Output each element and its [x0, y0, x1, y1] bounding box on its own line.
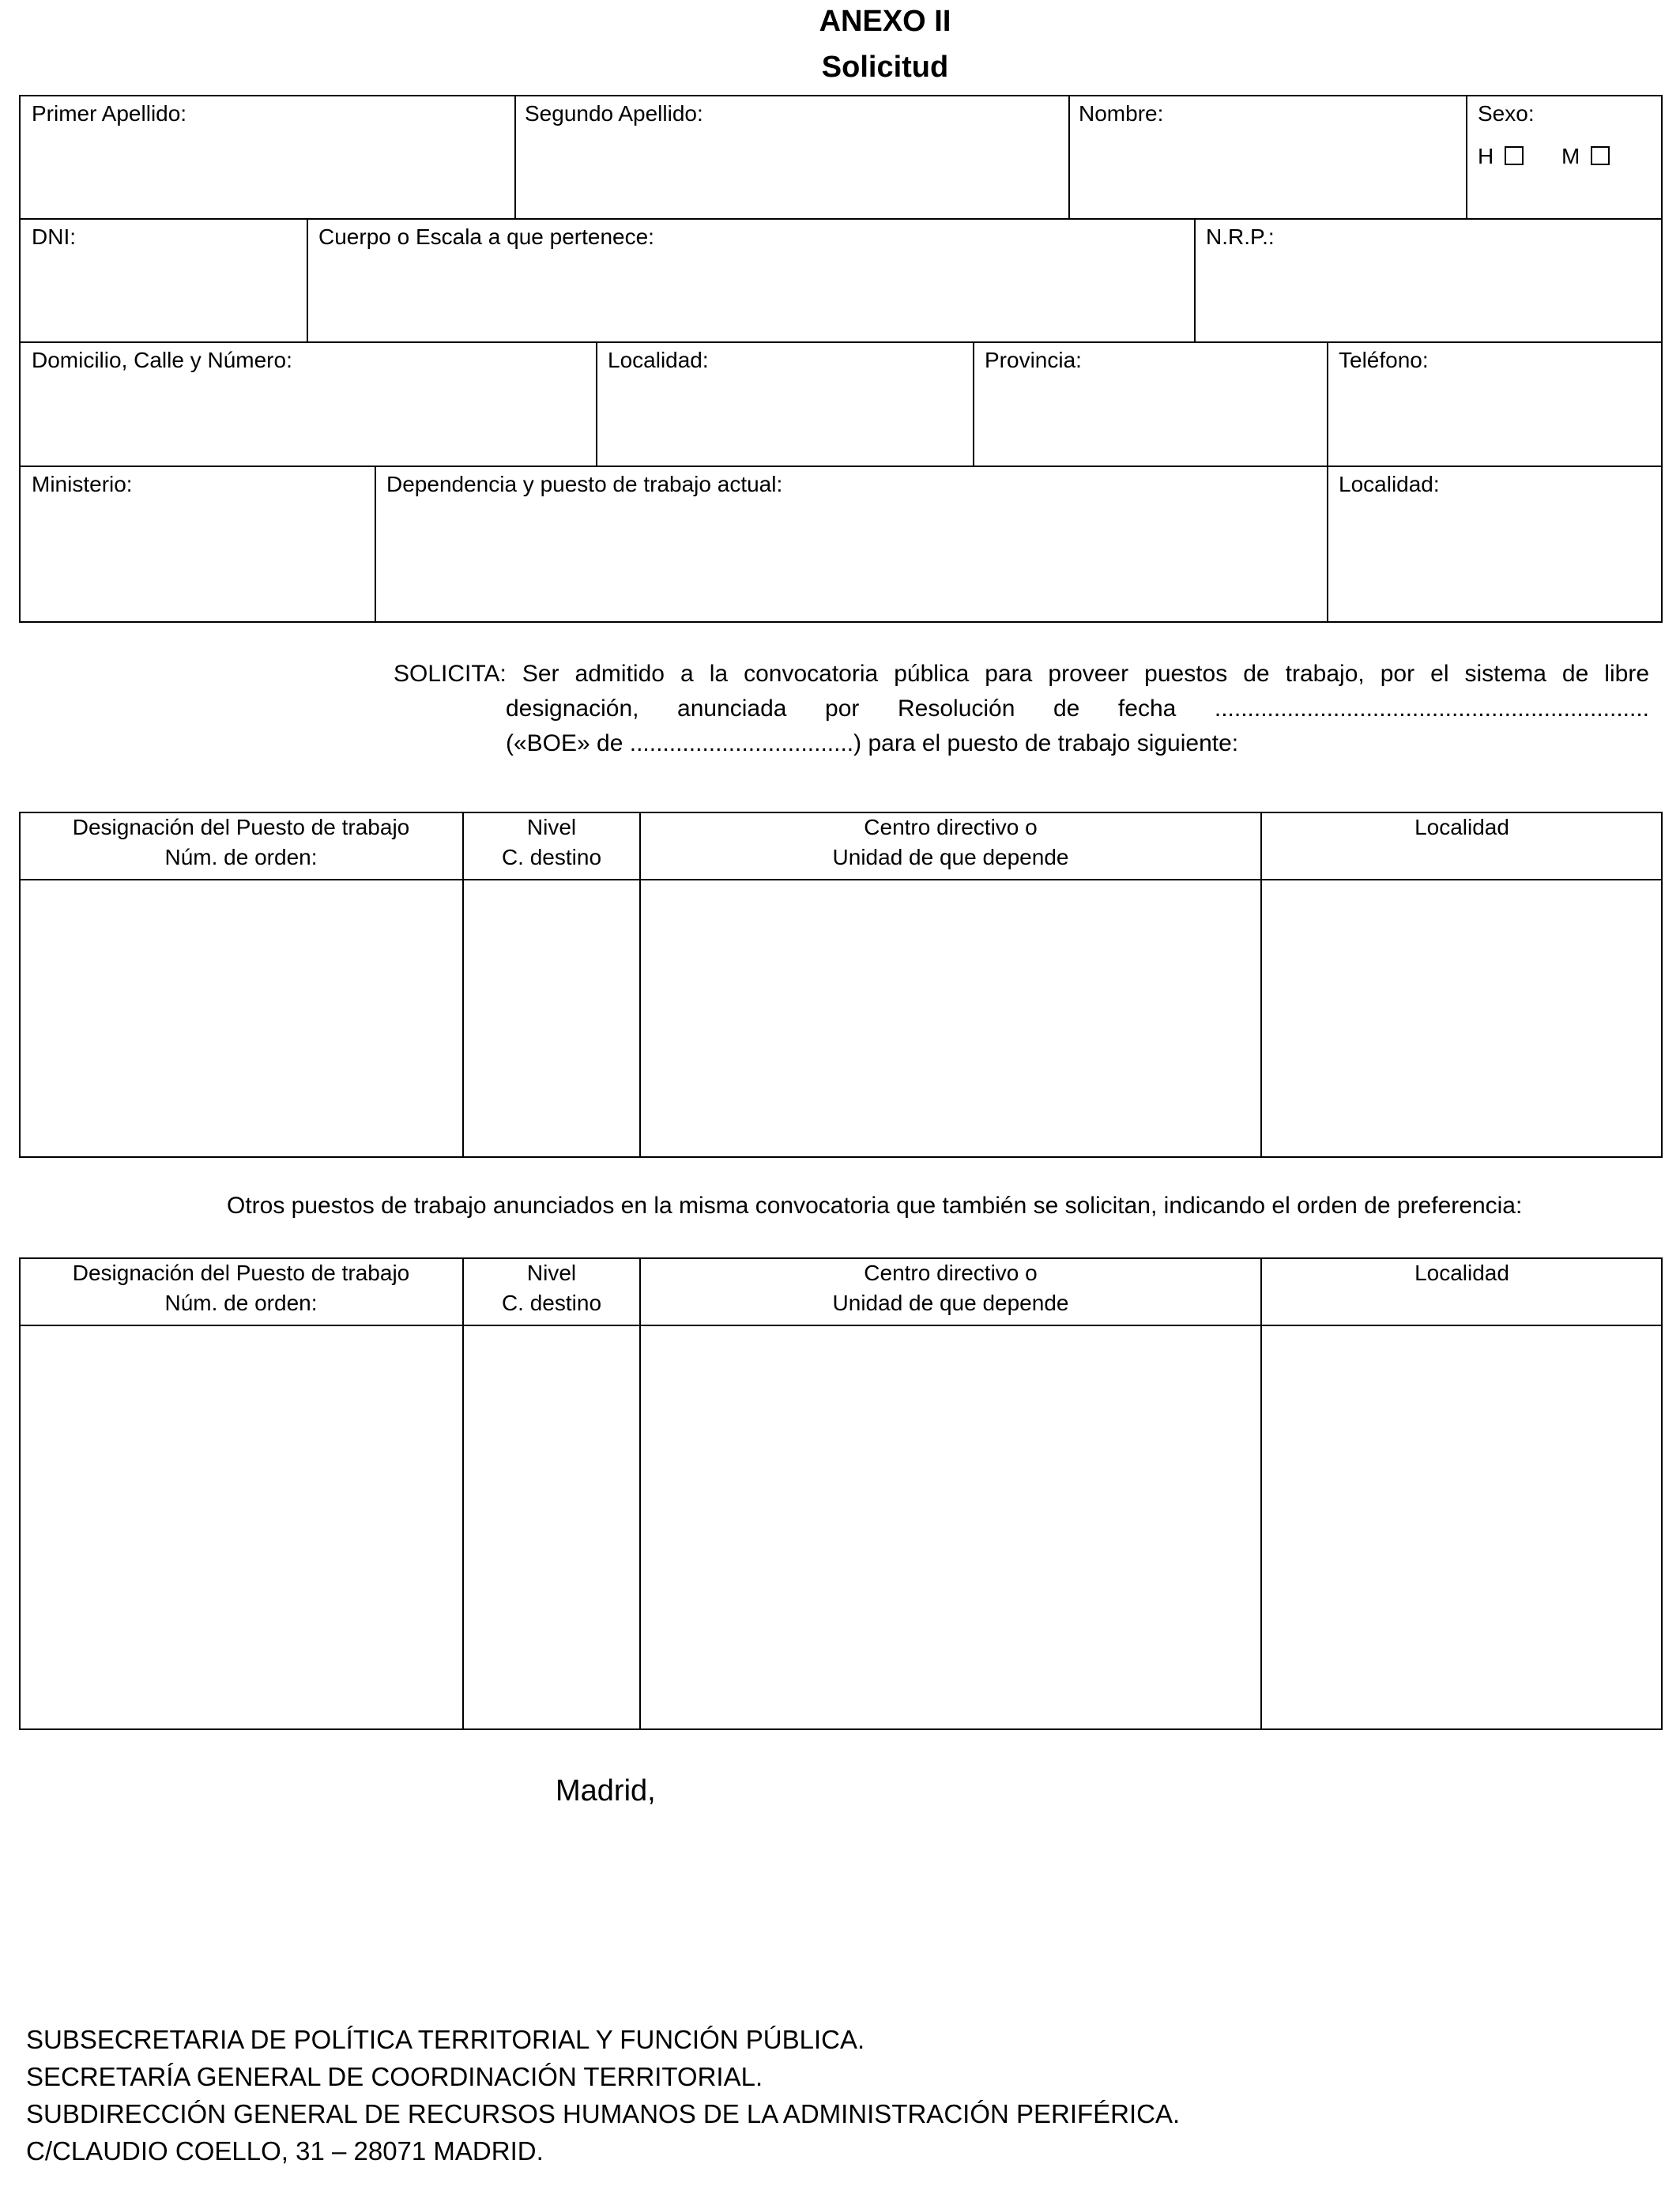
th-designacion-line1: Designación del Puesto de trabajo [72, 815, 410, 839]
primer-apellido-field[interactable]: Primer Apellido: [32, 101, 187, 126]
th-centro-line2: Unidad de que depende [832, 1291, 1069, 1315]
th-designacion [19, 1258, 463, 1318]
sexo-options [1478, 144, 1610, 169]
grid-divider [19, 218, 1663, 220]
document-subtitle: Solicitud [821, 51, 949, 84]
cell-centro-entry[interactable] [642, 880, 1260, 1157]
cell-designacion-entry[interactable] [21, 880, 461, 1157]
grid-divider [375, 466, 376, 623]
th-nivel-line1: Nivel [526, 1261, 577, 1285]
cell-designacion-entry[interactable] [21, 1326, 461, 1729]
footer-line-1: SUBSECRETARIA DE POLÍTICA TERRITORIAL Y FUNCIÓN PÚBLICA. [26, 2025, 865, 2054]
th-localidad [1261, 812, 1663, 843]
th-centro-line2: Unidad de que depende [832, 845, 1069, 869]
solicita-line-1: SOLICITA: Ser admitido a la convocatoria pública para proveer puestos de trabajo, por el sistema de libre [394, 661, 1649, 687]
grid-divider [19, 466, 1663, 467]
footer-line-3: SUBDIRECCIÓN GENERAL DE RECURSOS HUMANOS DE LA ADMINISTRACIÓN PERIFÉRICA. [26, 2099, 1181, 2128]
th-designacion-line2: Núm. de orden: [164, 1291, 318, 1315]
grid-divider [1068, 95, 1070, 219]
sexo-h-label: H [1478, 144, 1494, 168]
solicita-line-3: («BOE» de ..................................) para el puesto de trabajo siguiente: [506, 730, 1239, 756]
cell-nivel-entry[interactable] [465, 1326, 638, 1729]
sexo-label: Sexo: [1478, 101, 1535, 126]
grid-divider [1194, 218, 1196, 342]
footer-line-2: SECRETARÍA GENERAL DE COORDINACIÓN TERRITORIAL. [26, 2062, 763, 2091]
dependencia-field[interactable]: Dependencia y puesto de trabajo actual: [386, 472, 783, 496]
sexo-h-checkbox[interactable] [1505, 146, 1524, 165]
table-col-divider [639, 1257, 641, 1730]
cuerpo-escala-field[interactable]: Cuerpo o Escala a que pertenece: [318, 224, 654, 249]
th-nivel [463, 812, 640, 873]
sexo-m-checkbox[interactable] [1591, 146, 1610, 165]
grid-divider [596, 341, 597, 466]
cell-localidad-entry[interactable] [1263, 1326, 1661, 1729]
th-nivel-line1: Nivel [526, 815, 577, 839]
localidad-actual-field[interactable]: Localidad: [1339, 472, 1440, 496]
grid-divider [1327, 341, 1328, 623]
localidad-field[interactable]: Localidad: [608, 348, 709, 372]
ministerio-field[interactable]: Ministerio: [32, 472, 133, 496]
th-centro [640, 812, 1261, 873]
dni-field[interactable]: DNI: [32, 224, 76, 249]
domicilio-field[interactable]: Domicilio, Calle y Número: [32, 348, 292, 372]
grid-divider [1466, 95, 1467, 219]
cell-nivel-entry[interactable] [465, 880, 638, 1157]
th-designacion [19, 812, 463, 873]
nombre-field[interactable]: Nombre: [1079, 101, 1164, 126]
grid-divider [19, 341, 1663, 343]
nrp-field[interactable]: N.R.P.: [1206, 224, 1275, 249]
telefono-field[interactable]: Teléfono: [1339, 348, 1429, 372]
table-col-divider [462, 1257, 464, 1730]
table-col-divider [1260, 1257, 1262, 1730]
th-localidad-line1: Localidad [1414, 815, 1509, 839]
th-nivel-line2: C. destino [501, 1291, 602, 1315]
document-title: ANEXO II [819, 5, 951, 38]
provincia-field[interactable]: Provincia: [985, 348, 1082, 372]
grid-divider [514, 95, 516, 219]
segundo-apellido-field[interactable]: Segundo Apellido: [525, 101, 703, 126]
th-localidad [1261, 1258, 1663, 1288]
grid-divider [973, 341, 974, 466]
th-designacion-line2: Núm. de orden: [164, 845, 318, 869]
th-centro-line1: Centro directivo o [864, 815, 1038, 839]
solicita-line-2: designación, anunciada por Resolución de fecha .................................................................. [506, 696, 1649, 722]
th-nivel [463, 1258, 640, 1318]
th-nivel-line2: C. destino [501, 845, 602, 869]
th-centro [640, 1258, 1261, 1318]
otros-puestos-text: Otros puestos de trabajo anunciados en la misma convocatoria que también se solicitan, indicando el orden de preferencia: [227, 1193, 1523, 1219]
footer-line-4: C/CLAUDIO COELLO, 31 – 28071 MADRID. [26, 2136, 544, 2166]
cell-localidad-entry[interactable] [1263, 880, 1661, 1157]
sexo-m-label: M [1561, 144, 1580, 168]
th-designacion-line1: Designación del Puesto de trabajo [72, 1261, 410, 1285]
th-centro-line1: Centro directivo o [864, 1261, 1038, 1285]
th-localidad-line1: Localidad [1414, 1261, 1509, 1285]
lugar-fecha: Madrid, [556, 1774, 656, 1808]
grid-divider [307, 218, 308, 342]
cell-centro-entry[interactable] [642, 1326, 1260, 1729]
